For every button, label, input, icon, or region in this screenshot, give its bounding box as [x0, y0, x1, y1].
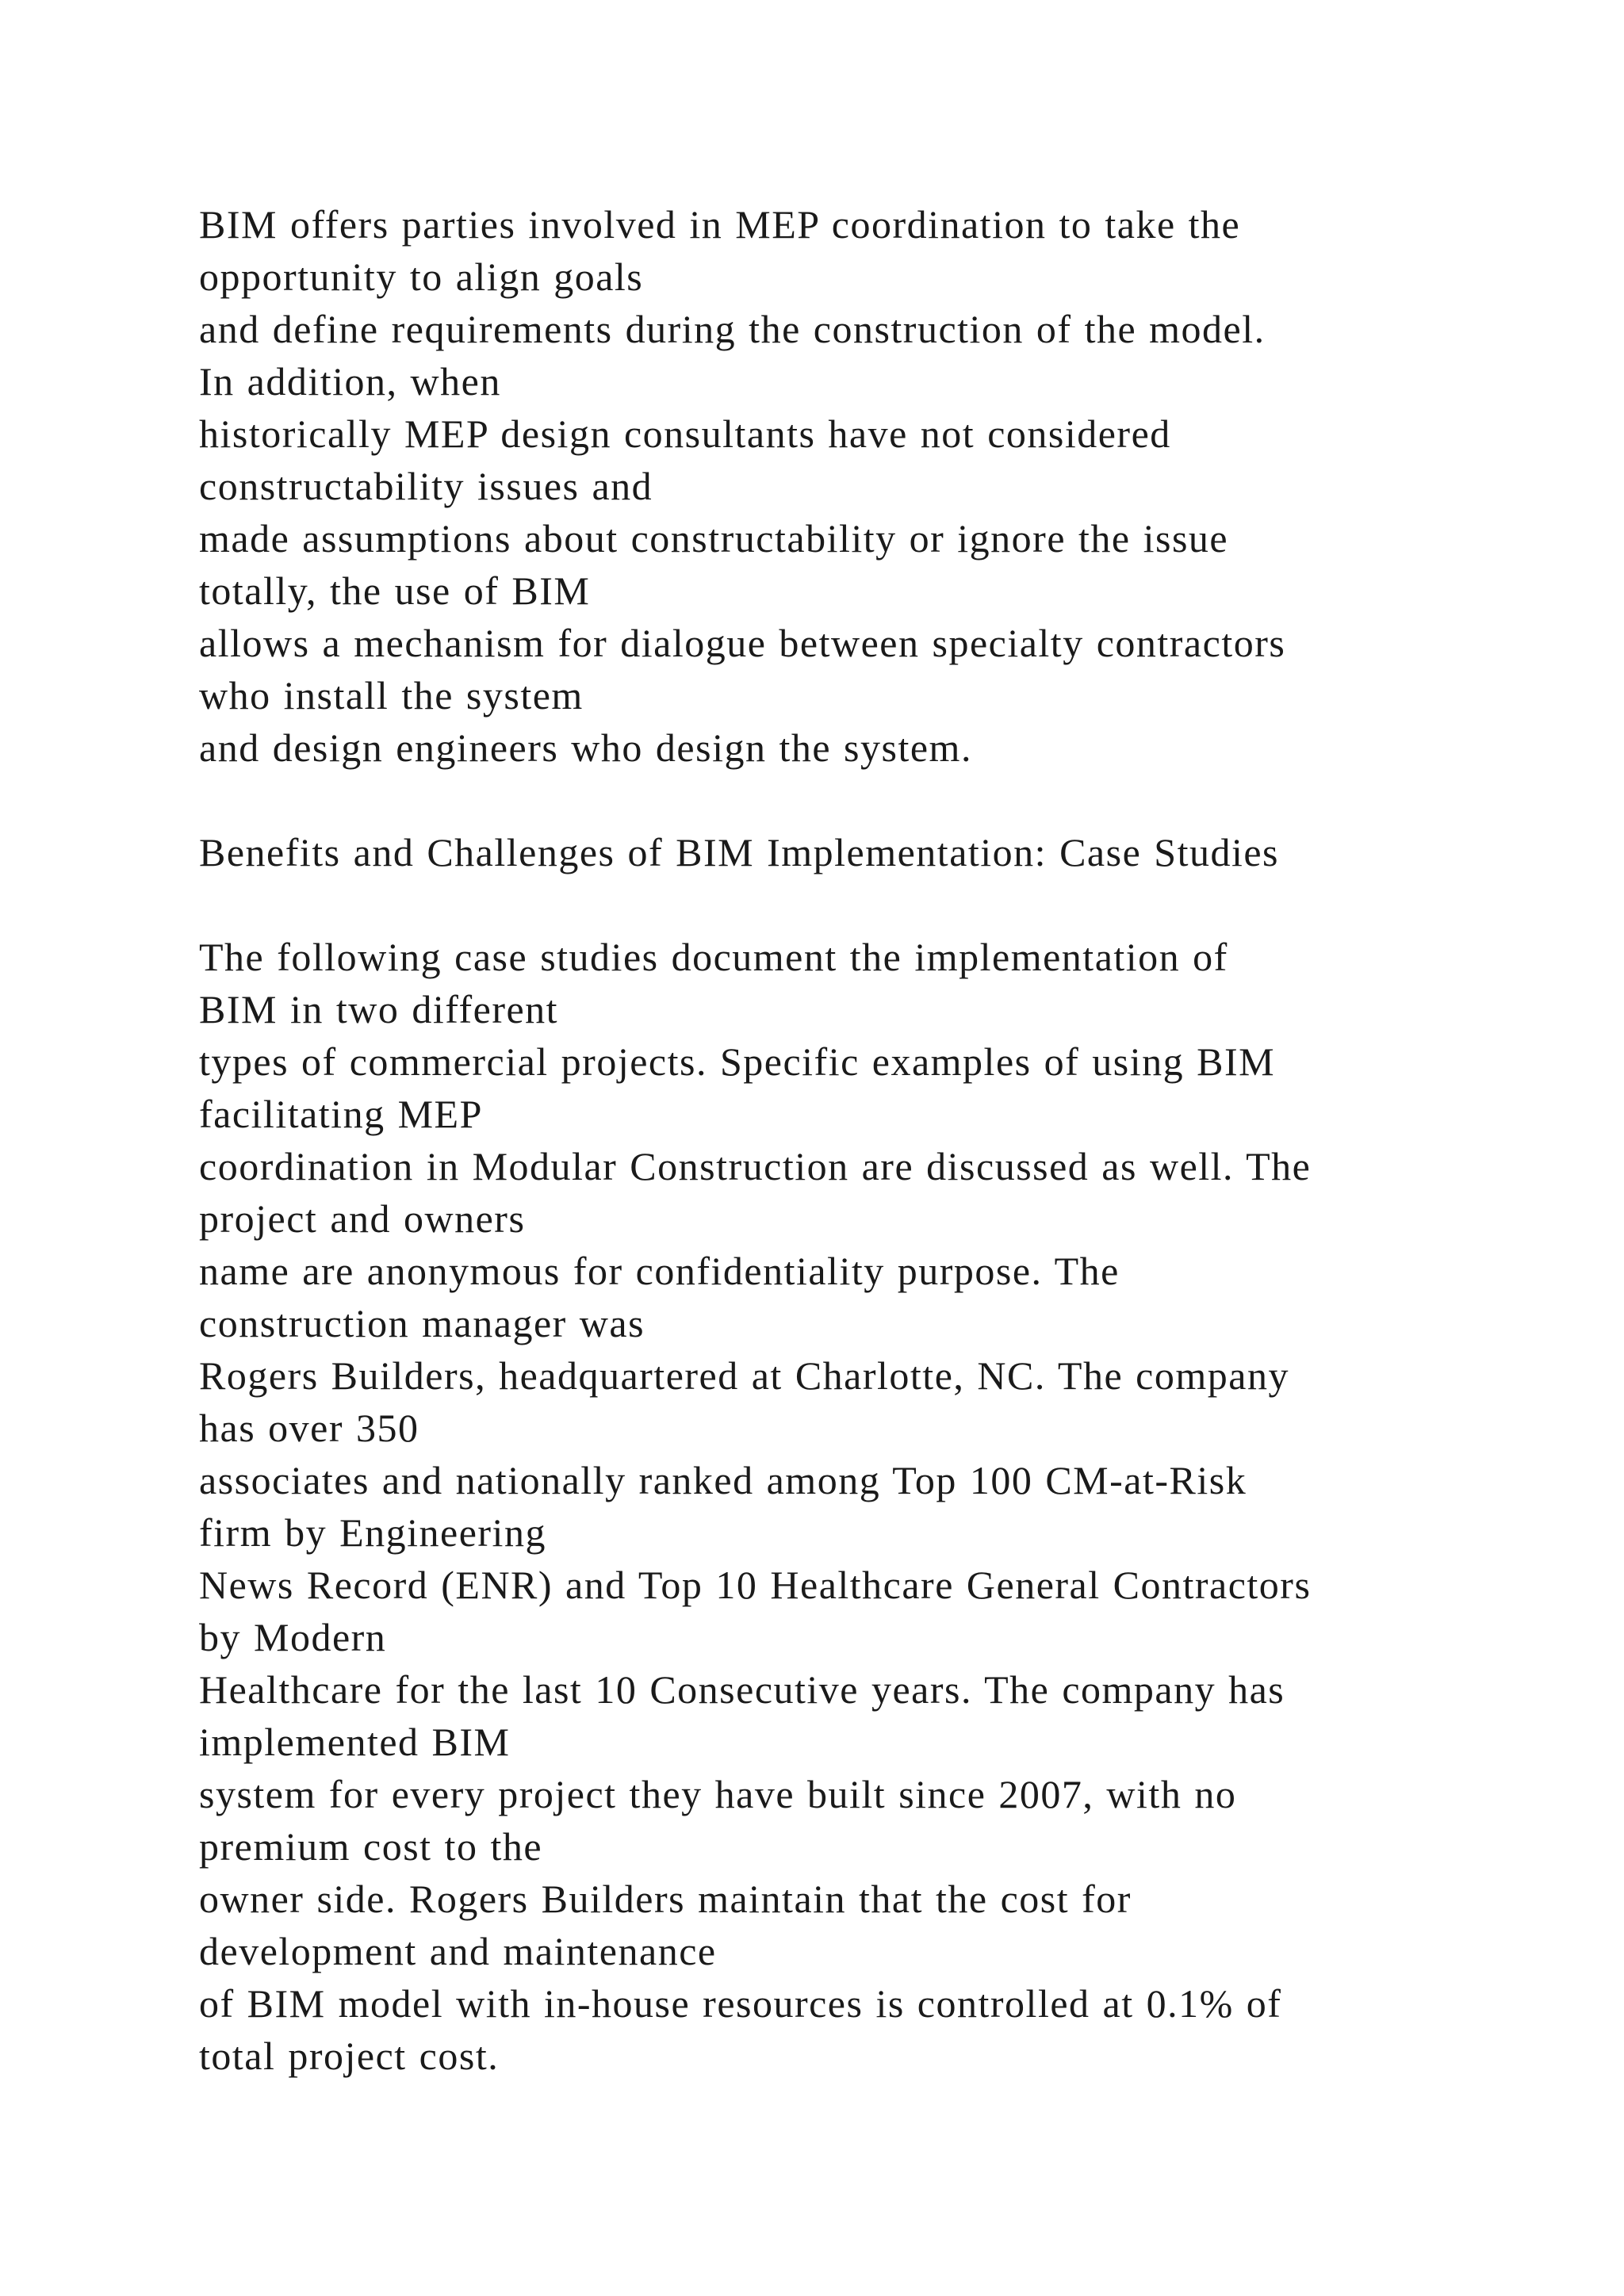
text-line: premium cost to the [199, 1824, 543, 1869]
text-line: BIM in two different [199, 987, 559, 1031]
text-line: The following case studies document the implementation of [199, 935, 1228, 979]
text-line: and design engineers who design the system. [199, 725, 972, 770]
text-line: associates and nationally ranked among Top 100 CM-at-Risk [199, 1458, 1247, 1502]
text-line: News Record (ENR) and Top 10 Healthcare General Contractors [199, 1563, 1312, 1607]
text-line: firm by Engineering [199, 1510, 546, 1555]
paragraph-bim-mep-coordination [199, 198, 1484, 774]
text-line: allows a mechanism for dialogue between specialty contractors [199, 621, 1286, 665]
text-line: by Modern [199, 1615, 387, 1659]
text-line: Healthcare for the last 10 Consecutive years. The company has [199, 1667, 1285, 1712]
text-line: total project cost. [199, 2034, 500, 2078]
text-line: implemented BIM [199, 1720, 511, 1764]
text-line: name are anonymous for confidentiality purpose. The [199, 1249, 1120, 1293]
text-line: opportunity to align goals [199, 254, 644, 299]
text-line: constructability issues and [199, 464, 653, 508]
text-line: development and maintenance [199, 1929, 717, 1973]
text-line: historically MEP design consultants have not considered [199, 411, 1171, 456]
text-line: has over 350 [199, 1406, 419, 1450]
text-line: owner side. Rogers Builders maintain that the cost for [199, 1877, 1132, 1921]
text-line: Rogers Builders, headquartered at Charlotte, NC. The company [199, 1353, 1289, 1398]
text-line: project and owners [199, 1196, 526, 1241]
text-line: types of commercial projects. Specific examples of using BIM [199, 1039, 1276, 1084]
text-line: system for every project they have built since 2007, with no [199, 1772, 1237, 1816]
section-heading [199, 826, 1484, 878]
text-line: BIM offers parties involved in MEP coordination to take the [199, 202, 1241, 247]
text-line: of BIM model with in-house resources is controlled at 0.1% of [199, 1981, 1282, 2026]
text-line: made assumptions about constructability or ignore the issue [199, 516, 1229, 561]
text-line: construction manager was [199, 1301, 645, 1345]
text-line: In addition, when [199, 359, 501, 404]
text-line: totally, the use of BIM [199, 568, 591, 613]
text-line: who install the system [199, 673, 584, 718]
heading-text: Benefits and Challenges of BIM Implementation: Case Studies [199, 830, 1279, 874]
paragraph-case-studies [199, 931, 1484, 2082]
text-line: and define requirements during the construction of the model. [199, 307, 1266, 351]
text-line: facilitating MEP [199, 1092, 483, 1136]
text-line: coordination in Modular Construction are discussed as well. The [199, 1144, 1312, 1188]
